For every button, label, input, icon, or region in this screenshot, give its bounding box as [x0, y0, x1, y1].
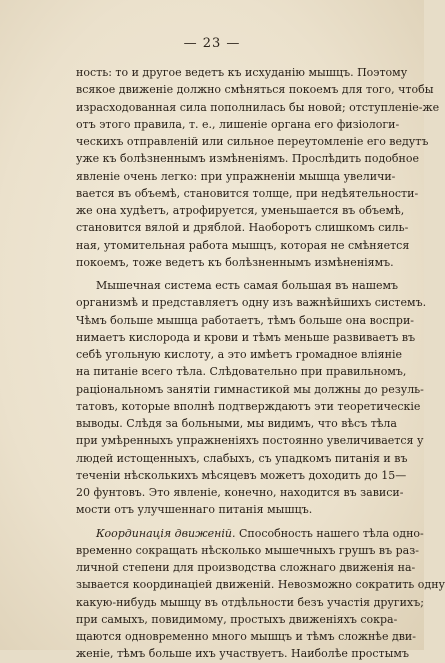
text-line: явленіе очень легко: при упражненіи мышца увеличи-: [76, 169, 396, 183]
paragraph-coordination: [76, 525, 445, 663]
text-line: отъ этого правила, т. е., лишеніе органа его физіологи-: [76, 117, 400, 131]
text-line: израсходованная сила пополнилась бы новой; отступленіе-же: [76, 100, 440, 114]
paragraph-muscle-rest: [76, 64, 440, 271]
text-line: ность: то и другое ведетъ къ исхуданію мышцъ. Поэтому: [76, 66, 408, 79]
text-line: ческихъ отправленій или сильное переутомленіе его ведутъ: [76, 135, 429, 148]
text-line: при умѣренныхъ упражненіяхъ постоянно увеличивается у: [76, 434, 424, 448]
text-line: раціональномъ занятіи гимнастикой мы должны до резуль-: [76, 382, 424, 396]
page-number: — 23 —: [183, 36, 241, 51]
text-line: покоемъ, тоже ведетъ къ болѣзненнымъ измѣненіямъ.: [76, 255, 394, 269]
text-line: Мышечная система есть самая большая въ нашемъ: [96, 279, 399, 292]
text-line: же она худѣетъ, атрофируется, уменьшается въ объемѣ,: [76, 204, 405, 217]
text-line: временно сокращать нѣсколько мышечныхъ грушъ въ раз-: [76, 543, 419, 557]
text-line: при самыхъ, повидимому, простыхъ движеніяхъ сокра-: [76, 612, 398, 626]
text-line: какую-нибудь мышцу въ отдѣльности безъ участія другихъ;: [76, 595, 424, 609]
text-line: себѣ угольную кислоту, а это имѣетъ громадное вліяніе: [76, 348, 402, 361]
paragraph-muscular-system: [76, 277, 427, 519]
text-line: организмѣ и представляетъ одну изъ важнѣйшихъ системъ.: [76, 296, 427, 310]
text-line: личной степени для производства сложнаго движенія на-: [76, 561, 416, 574]
text-line: зывается координаціей движеній. Невозможно сократить одну: [76, 578, 445, 592]
text-line: выводы. Слѣдя за больными, мы видимъ, что вѣсъ тѣла: [76, 417, 397, 430]
text-line: нимаетъ кислорода и крови и тѣмъ меньше развиваетъ въ: [76, 330, 416, 344]
text-line: теченіи нѣсколькихъ мѣсяцевъ можетъ доходить до 15—: [76, 468, 407, 482]
text-line: татовъ, которые вполнѣ подтверждаютъ эти теоретическіе: [76, 399, 421, 413]
text-line: Чѣмъ больше мышца работаетъ, тѣмъ больше она воспри-: [76, 313, 415, 327]
text-line: становится вялой и дряблой. Наоборотъ слишкомъ силь-: [76, 221, 409, 235]
section-heading-coordination: Координація движеній.: [96, 526, 236, 540]
text-line: женіе, тѣмъ больше ихъ участвуетъ. Наиболѣе простымъ: [76, 647, 409, 661]
text-line: щаются одновременно много мышцъ и тѣмъ сложнѣе дви-: [76, 630, 416, 643]
text-run: Способность нашего тѣла одно-: [235, 526, 424, 540]
text-line: ная, утомительная работа мышцъ, которая не смѣняется: [76, 238, 410, 252]
text-line: уже къ болѣзненнымъ измѣненіямъ. Прослѣдить подобное: [76, 152, 419, 166]
text-line: всякое движеніе должно смѣняться покоемъ для того, чтобы: [76, 83, 434, 97]
text-line: 20 фунтовъ. Это явленіе, конечно, находится въ зависи-: [76, 486, 404, 499]
text-line: [76, 525, 424, 542]
text-block: [76, 64, 445, 663]
text-line: на питаніе всего тѣла. Слѣдовательно при правильномъ,: [76, 365, 407, 379]
text-line: людей истощенныхъ, слабыхъ, съ упадкомъ питанія и въ: [76, 451, 408, 465]
text-line: вается въ объемѣ, становится толще, при недѣятельности-: [76, 186, 419, 200]
text-line: мости отъ улучшеннаго питанія мышцъ.: [76, 503, 313, 517]
